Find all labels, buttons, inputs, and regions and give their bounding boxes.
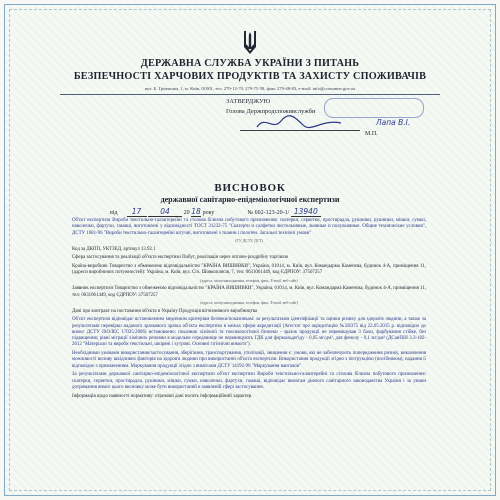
- header-divider: [60, 94, 440, 95]
- date-day: 17: [127, 207, 147, 217]
- safety-criteria: Об'єкт експертизи відповідає встановленим медичним критеріям безпеки/показникам: за результатами ідентифікації та оцінки ризику для здоров'я людини, а також за результатами перевірки наданого зразкового зразка об'єкта експертизи в межах сфери акредитації (Атестат про акредитацію №2Н375 від 22.05.2015 р. відповідно до вимог ДСТУ ISO/IEC 17025:2006) встановлено: показник хімічної та токсикологічної безпеки - зразок продукції не перевищував 3 бали, фарбування стійке, без підвищення; рівні міграції хімічних речовин в модельне середовище не перевищують ГДК для формальдегіду - 0,05 мг/дм³, для фенолу - 0,1 мг/дм³ (ДСанПіН 3.3-182-2012 "Матеріали та вироби текстильні, шкіряні і хутрові. Основні гігієнічні вимоги").: [72, 317, 426, 348]
- applicant-address-label: (адреса, місцезнаходження, телефон, факс, E-mail, веб-сайт): [200, 301, 298, 306]
- object-paragraph: Об'єкт експертизи Вироби текстильно-галантерейні та столова білизна побутового призначення: скатерки, серветки, простирадла, рушники, рушники, мішки, сумки, наволочки, фартухи, гамаші, виготовлені у відповідності ТОСТ 31232-75 "Скатерти и салфетки чистольняные, льняные и полульняные. Общие технические условия", ДСТУ 1681-96 "Вироби текстильно-галантерейні штучні, виготовлені з тканин і полотен. Загальні технічні умови": [72, 218, 426, 236]
- application-scope: Сфера застосування та реалізації об'єкта експертизи Побут, реалізація через оптово-роздрібну торгівлю: [72, 255, 289, 261]
- agency-name-line2: БЕЗПЕЧНОСТІ ХАРЧОВИХ ПРОДУКТІВ ТА ЗАХИСТУ СПОЖИВАЧІВ: [73, 71, 427, 82]
- contract-data: Дані про контракт на постачання об'єкта в Україну Продукція вітчизняного виробництва: [72, 308, 258, 314]
- manufacturer-address-label: (адреса, місцезнаходження, телефон, факс, E-mail, веб-сайт): [200, 278, 298, 283]
- product-code: Код за ДКПП, УКТЗЕД, артикул 13.92.1: [72, 246, 156, 252]
- approver-signature-name: Лапа В.І.: [376, 118, 411, 127]
- document-subtitle: державної санітарно-епідеміологічної експертизи: [160, 195, 340, 204]
- date-prefix: від: [110, 210, 118, 216]
- conclusion-body: [72, 218, 426, 402]
- seal-mark: М.П.: [365, 131, 378, 137]
- date-year-suffix: 18: [191, 207, 201, 216]
- number-prefix: № 602-123-20-1/: [247, 210, 290, 216]
- approval-position: Голова Держпродспоживслужби: [226, 107, 316, 115]
- date-year-prefix: 20: [183, 210, 190, 216]
- approval-title: ЗАТВЕРДЖУЮ: [226, 98, 271, 105]
- number-suffix: 13940: [291, 207, 321, 217]
- agency-address: вул. Б. Грінченка, 1, м. Київ, 01001, тел. 279-12-70, 279-75-58, факс 279-48-83, e-mail: info@consumer.gov.ua: [144, 86, 356, 91]
- date-month: 04: [148, 207, 182, 217]
- date-number-line: [110, 207, 400, 217]
- usage-conditions: Необхідними умовами використання/застосування, зберігання, транспортування, утилізації, знищення є: умови, які не забезпечують попередження ризику, виключення можливості впливу шкідливих факторів на здоров'я людини при використанні об'єкта експертизи. Використання продукції згідно з інструкцією (посібником), надання її відповідно з призначенням. Маркування продукції згідно з вимогами ДСТУ 14192-96 "Маркування вантажів": [72, 351, 426, 369]
- manufacturer-country: Країна-виробник Товариство з обмеженою відповідальністю "КРАЇНА ВИШИВКИ", Україна, 01014, м. Київ, вул. Командарма Каменєва, будинок 4-А, приміщення 11, (адреси виробничих потужностей): Україна, м. Київ, вул. Січ. Шовкоплясів, 7, тел: 0631061449, код ЄДРПОУ: 37507257: [72, 263, 426, 276]
- date-year-word: року: [202, 210, 215, 216]
- signature-scribble: [255, 113, 345, 133]
- document-title: ВИСНОВОК: [214, 182, 286, 194]
- object-standard-label: (ТУ, ДСТУ, ДСТ): [235, 239, 263, 244]
- normative-info: Інформація щодо наявності нормативу: отримані дані носять інформаційний характер.: [72, 393, 253, 399]
- trident-emblem-icon: [242, 30, 258, 56]
- expertise-result: За результатами державної санітарно-епідеміологічної експертизи об'єкт експертизи Вироби текстильно-галантерейні та столова білизна побутового призначення: скатерки, серветки, простирадла, рушники, мішки, сумки, наволочки, фартухи, гамаші, відповідає вимогам діючого санітарного законодавства України і за умови дотримання вимог цього висновку може бути використаний в заявленій сфері застосування.: [72, 372, 426, 390]
- agency-name-line1: ДЕРЖАВНА СЛУЖБА УКРАЇНИ З ПИТАНЬ: [140, 58, 360, 69]
- applicant: Заявник експертизи Товариство з обмеженою відповідальністю "КРАЇНА ВИШИВКИ", Україна, 01014, м. Київ, вул. Командарма Каменєва, будинок 4-А, приміщення 11, тел: 0631061449, код ЄДРПОУ: 37507257: [72, 286, 426, 298]
